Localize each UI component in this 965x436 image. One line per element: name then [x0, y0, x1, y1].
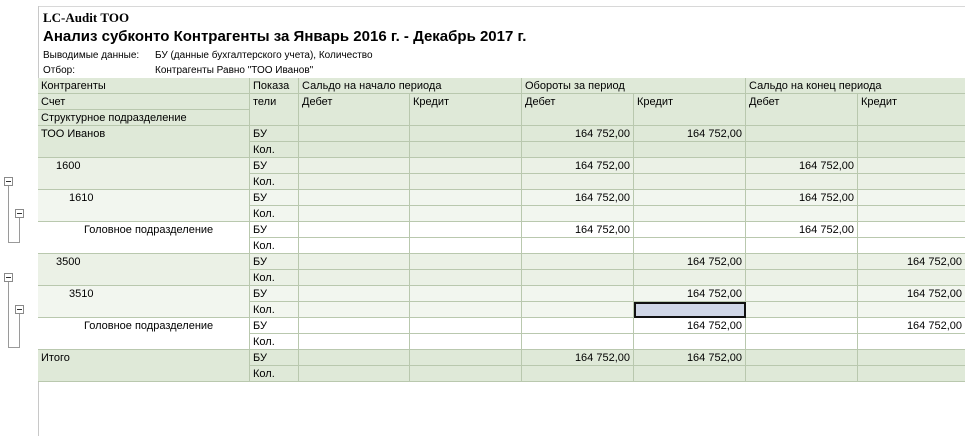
row-label[interactable] — [38, 302, 250, 318]
value-cell-ob-c[interactable] — [410, 238, 522, 254]
tree-line — [19, 218, 20, 243]
tree-line — [8, 186, 9, 243]
header-opening-credit: Кредит — [410, 94, 522, 126]
value-cell-tu-d[interactable] — [522, 206, 634, 222]
value-cell-tu-c[interactable] — [634, 142, 746, 158]
value-cell-cb-d[interactable] — [746, 206, 858, 222]
value-cell-cb-c[interactable] — [858, 126, 965, 142]
row-label[interactable] — [38, 174, 250, 190]
header-turnover-credit: Кредит — [634, 94, 746, 126]
row-label[interactable]: Итого — [38, 350, 250, 366]
value-cell-tu-d[interactable] — [522, 286, 634, 302]
value-cell-tu-c[interactable] — [634, 302, 746, 318]
company-name: LC-Audit ТОО — [43, 10, 130, 25]
value-cell-ob-c[interactable] — [410, 254, 522, 270]
row-metric[interactable]: БУ — [250, 286, 299, 302]
value-cell-tu-d[interactable]: 164 752,00 — [522, 222, 634, 238]
value-cell-tu-c[interactable] — [634, 174, 746, 190]
value-cell-cb-d[interactable] — [746, 270, 858, 286]
value-cell-cb-d[interactable] — [746, 334, 858, 350]
value-cell-ob-d[interactable] — [299, 158, 410, 174]
value-cell-tu-c[interactable] — [634, 206, 746, 222]
row-label[interactable]: Головное подразделение — [38, 222, 250, 238]
filter-label: Отбор: — [43, 65, 75, 76]
value-cell-cb-d[interactable]: 164 752,00 — [746, 190, 858, 206]
value-cell-tu-c[interactable]: 164 752,00 — [634, 350, 746, 366]
value-cell-tu-c[interactable]: 164 752,00 — [634, 254, 746, 270]
value-cell-tu-d[interactable]: 164 752,00 — [522, 158, 634, 174]
tree-line — [8, 282, 9, 348]
value-cell-ob-c[interactable] — [410, 318, 522, 334]
output-data-value: БУ (данные бухгалтерского учета), Количество — [155, 50, 373, 61]
header-closing-debit: Дебет — [746, 94, 858, 126]
value-cell-tu-c[interactable] — [634, 158, 746, 174]
value-cell-ob-d[interactable] — [299, 238, 410, 254]
value-cell-cb-d[interactable]: 164 752,00 — [746, 158, 858, 174]
header-turnover-debit: Дебет — [522, 94, 634, 126]
row-metric[interactable]: БУ — [250, 350, 299, 366]
value-cell-cb-d[interactable]: 164 752,00 — [746, 222, 858, 238]
value-cell-ob-d[interactable] — [299, 206, 410, 222]
value-cell-cb-c[interactable] — [858, 190, 965, 206]
value-cell-tu-d[interactable] — [522, 270, 634, 286]
value-cell-ob-c[interactable] — [410, 222, 522, 238]
row-label[interactable] — [38, 142, 250, 158]
value-cell-tu-d[interactable] — [522, 142, 634, 158]
value-cell-ob-d[interactable] — [299, 350, 410, 366]
header-metrics-line1: Показа — [250, 78, 299, 94]
value-cell-cb-d[interactable] — [746, 126, 858, 142]
value-cell-ob-d[interactable] — [299, 334, 410, 350]
row-label[interactable]: 3500 — [38, 254, 250, 270]
row-metric[interactable]: Кол. — [250, 142, 299, 158]
value-cell-cb-c[interactable]: 164 752,00 — [858, 254, 965, 270]
value-cell-cb-c[interactable]: 164 752,00 — [858, 286, 965, 302]
value-cell-ob-d[interactable] — [299, 318, 410, 334]
value-cell-cb-d[interactable] — [746, 174, 858, 190]
header-closing-credit: Кредит — [858, 94, 965, 126]
value-cell-ob-c[interactable] — [410, 334, 522, 350]
row-label[interactable] — [38, 334, 250, 350]
value-cell-ob-d[interactable] — [299, 366, 410, 382]
collapse-group-icon[interactable] — [4, 177, 13, 186]
top-border — [0, 6, 965, 7]
value-cell-cb-c[interactable] — [858, 302, 965, 318]
row-metric[interactable]: Кол. — [250, 206, 299, 222]
value-cell-ob-c[interactable] — [410, 126, 522, 142]
collapse-group-icon[interactable] — [15, 209, 24, 218]
row-metric[interactable]: Кол. — [250, 334, 299, 350]
value-cell-ob-c[interactable] — [410, 286, 522, 302]
value-cell-tu-d[interactable] — [522, 318, 634, 334]
output-data-label: Выводимые данные: — [43, 50, 140, 61]
row-metric[interactable]: БУ — [250, 126, 299, 142]
value-cell-tu-c[interactable] — [634, 270, 746, 286]
value-cell-tu-c[interactable]: 164 752,00 — [634, 286, 746, 302]
row-label[interactable] — [38, 206, 250, 222]
row-metric[interactable]: Кол. — [250, 366, 299, 382]
value-cell-ob-d[interactable] — [299, 222, 410, 238]
row-label[interactable] — [38, 270, 250, 286]
value-cell-ob-d[interactable] — [299, 254, 410, 270]
value-cell-ob-d[interactable] — [299, 174, 410, 190]
header-counterparties: Контрагенты — [38, 78, 250, 94]
row-label[interactable] — [38, 238, 250, 254]
value-cell-cb-c[interactable] — [858, 158, 965, 174]
collapse-group-icon[interactable] — [15, 305, 24, 314]
value-cell-ob-d[interactable] — [299, 190, 410, 206]
value-cell-ob-c[interactable] — [410, 350, 522, 366]
row-label[interactable]: 1600 — [38, 158, 250, 174]
value-cell-cb-c[interactable]: 164 752,00 — [858, 318, 965, 334]
header-turnover: Обороты за период — [522, 78, 746, 94]
value-cell-tu-d[interactable] — [522, 238, 634, 254]
value-cell-tu-c[interactable] — [634, 238, 746, 254]
row-metric[interactable]: БУ — [250, 222, 299, 238]
row-label[interactable] — [38, 366, 250, 382]
value-cell-cb-c[interactable] — [858, 238, 965, 254]
value-cell-cb-c[interactable] — [858, 174, 965, 190]
row-metric[interactable]: БУ — [250, 254, 299, 270]
row-metric[interactable]: БУ — [250, 318, 299, 334]
value-cell-tu-d[interactable] — [522, 366, 634, 382]
value-cell-tu-c[interactable] — [634, 222, 746, 238]
value-cell-cb-d[interactable] — [746, 302, 858, 318]
header-closing-balance: Сальдо на конец периода — [746, 78, 965, 94]
row-metric[interactable]: Кол. — [250, 238, 299, 254]
row-metric[interactable]: БУ — [250, 158, 299, 174]
value-cell-tu-c[interactable]: 164 752,00 — [634, 318, 746, 334]
value-cell-cb-c[interactable] — [858, 206, 965, 222]
value-cell-ob-c[interactable] — [410, 270, 522, 286]
row-label[interactable]: Головное подразделение — [38, 318, 250, 334]
value-cell-ob-c[interactable] — [410, 366, 522, 382]
value-cell-tu-d[interactable] — [522, 174, 634, 190]
value-cell-cb-d[interactable] — [746, 142, 858, 158]
value-cell-cb-c[interactable] — [858, 142, 965, 158]
value-cell-ob-c[interactable] — [410, 302, 522, 318]
header-opening-debit: Дебет — [299, 94, 410, 126]
value-cell-tu-c[interactable] — [634, 366, 746, 382]
row-label[interactable]: ТОО Иванов — [38, 126, 250, 142]
row-label[interactable]: 1610 — [38, 190, 250, 206]
value-cell-ob-c[interactable] — [410, 174, 522, 190]
value-cell-ob-d[interactable] — [299, 270, 410, 286]
value-cell-tu-d[interactable]: 164 752,00 — [522, 126, 634, 142]
value-cell-cb-d[interactable] — [746, 286, 858, 302]
filter-value: Контрагенты Равно "ТОО Иванов" — [155, 65, 314, 76]
value-cell-tu-d[interactable] — [522, 302, 634, 318]
value-cell-ob-d[interactable] — [299, 126, 410, 142]
tree-line — [19, 314, 20, 348]
value-cell-cb-c[interactable] — [858, 222, 965, 238]
row-metric[interactable]: Кол. — [250, 302, 299, 318]
header-account: Счет — [38, 94, 250, 110]
value-cell-ob-d[interactable] — [299, 286, 410, 302]
header-structural-unit: Структурное подразделение — [38, 110, 250, 126]
value-cell-ob-c[interactable] — [410, 206, 522, 222]
collapse-group-icon[interactable] — [4, 273, 13, 282]
value-cell-cb-d[interactable] — [746, 318, 858, 334]
value-cell-tu-d[interactable]: 164 752,00 — [522, 190, 634, 206]
value-cell-cb-d[interactable] — [746, 238, 858, 254]
report-title: Анализ субконто Контрагенты за Январь 2016 г. - Декабрь 2017 г. — [43, 28, 527, 45]
value-cell-ob-c[interactable] — [410, 142, 522, 158]
value-cell-ob-d[interactable] — [299, 302, 410, 318]
value-cell-ob-c[interactable] — [410, 158, 522, 174]
header-opening-balance: Сальдо на начало периода — [299, 78, 522, 94]
value-cell-tu-d[interactable]: 164 752,00 — [522, 350, 634, 366]
row-metric[interactable]: БУ — [250, 190, 299, 206]
value-cell-tu-d[interactable] — [522, 254, 634, 270]
value-cell-ob-c[interactable] — [410, 190, 522, 206]
value-cell-tu-c[interactable] — [634, 334, 746, 350]
value-cell-cb-d[interactable] — [746, 254, 858, 270]
row-label[interactable]: 3510 — [38, 286, 250, 302]
row-metric[interactable]: Кол. — [250, 174, 299, 190]
value-cell-cb-d[interactable] — [746, 350, 858, 366]
value-cell-cb-c[interactable] — [858, 350, 965, 366]
value-cell-cb-c[interactable] — [858, 270, 965, 286]
value-cell-tu-d[interactable] — [522, 334, 634, 350]
value-cell-ob-d[interactable] — [299, 142, 410, 158]
value-cell-tu-c[interactable]: 164 752,00 — [634, 126, 746, 142]
value-cell-cb-d[interactable] — [746, 366, 858, 382]
value-cell-cb-c[interactable] — [858, 334, 965, 350]
row-metric[interactable]: Кол. — [250, 270, 299, 286]
value-cell-cb-c[interactable] — [858, 366, 965, 382]
value-cell-tu-c[interactable] — [634, 190, 746, 206]
header-metrics-line2: тели — [250, 94, 299, 126]
